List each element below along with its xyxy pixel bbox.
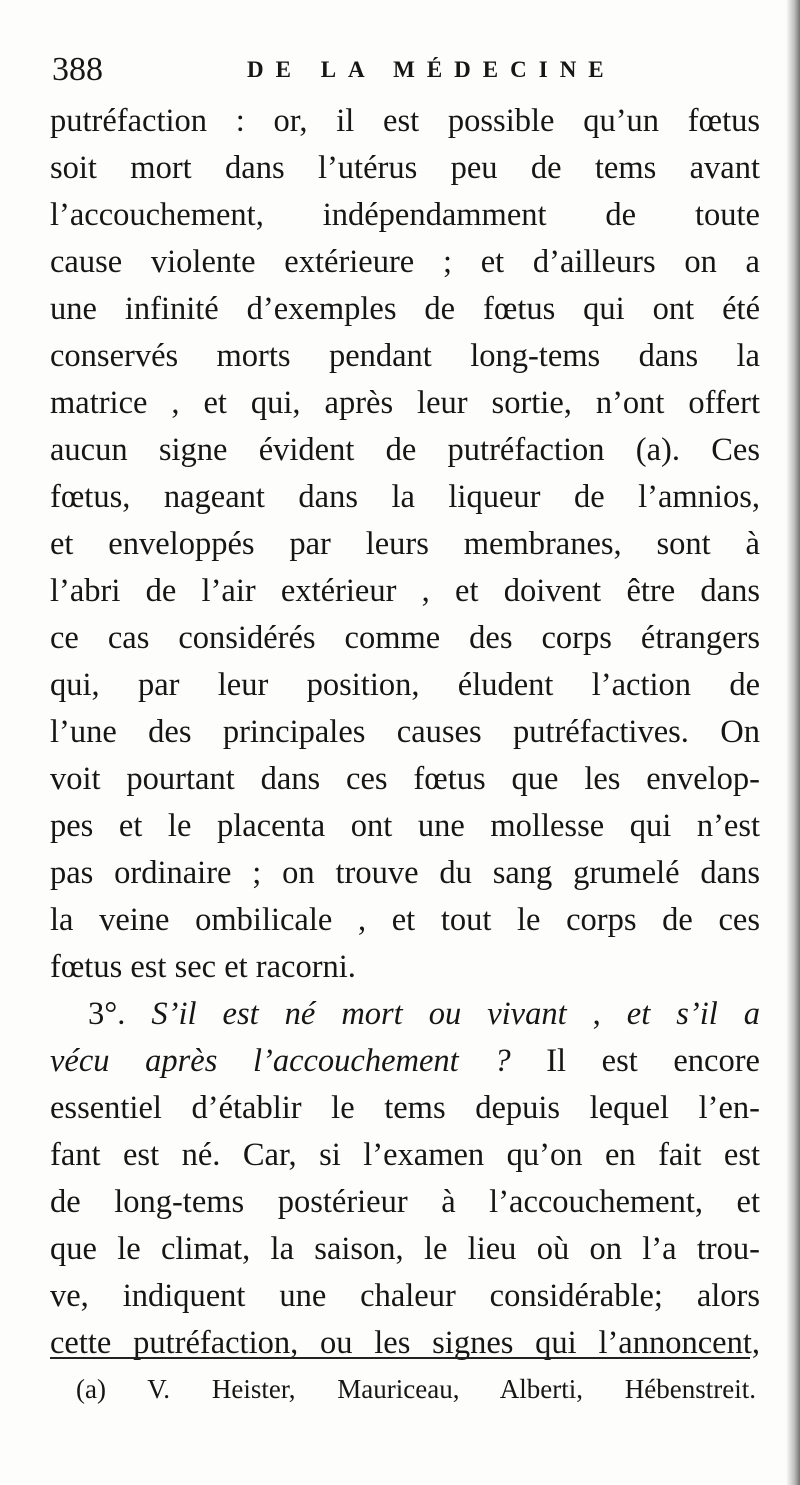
text-line: cause violente extérieure ; et d’ailleurs on a [50,244,760,280]
footnote: (a) V. Heister, Mauriceau, Alberti, Hébenstreit. [76,1374,756,1404]
text-line: fœtus, nageant dans la liqueur de l’amnios, [50,479,760,515]
section-number: 3°. [88,996,126,1032]
section-question-line-2 [50,1038,760,1085]
text-line: soit mort dans l’utérus peu de tems avant [50,150,760,186]
text-line: pas ordinaire ; on trouve du sang grumelé dans [50,855,760,891]
footnote-rule [50,1357,750,1359]
page-header [52,44,752,96]
text-line: fant est né. Car, si l’examen qu’on en fait est [50,1137,760,1173]
text-line: l’abri de l’air extérieur , et doivent être dans [50,573,760,609]
body-text [50,98,760,1367]
text-line: l’accouchement, indépendamment de toute [50,197,760,233]
running-head: DE LA MÉDECINE [247,57,616,82]
page-edge-shadow [786,0,800,1485]
text-line: que le climat, la saison, le lieu où on l’a trou- [50,1231,760,1267]
text-line: ce cas considérés comme des corps étrangers [50,620,760,656]
page-number: 388 [52,51,103,88]
text-line: conservés morts pendant long-tems dans la [50,338,760,374]
text-line: putréfaction : or, il est possible qu’un fœtus [50,103,760,139]
text-line: et enveloppés par leurs membranes, sont à [50,526,760,562]
section-question-part-1: S’il est né mort ou vivant [151,996,567,1032]
text-line: pes et le placenta ont une mollesse qui n’est [50,808,760,844]
text-line: ve, indiquent une chaleur considérable; alors [50,1278,760,1314]
text-line-paragraph-end: fœtus est sec et racorni. [50,949,356,985]
section-question-part-3: vécu après l’accouchement ? [50,1043,511,1079]
text-line: cette putréfaction, ou les signes qui l’annoncent, [50,1325,760,1361]
text-line: essentiel d’établir le tems depuis lequel l’en- [50,1090,760,1126]
text-line: aucun signe évident de putréfaction (a). Ces [50,432,760,468]
text-line: qui, par leur position, éludent l’action de [50,667,760,703]
text-line: l’une des principales causes putréfactives. On [50,714,760,750]
text-line: une infinité d’exemples de fœtus qui ont été [50,291,760,327]
text-line: de long-tems postérieur à l’accouchement, et [50,1184,760,1220]
section-question-part-2: et s’il a [626,996,760,1032]
section-separator: , [566,996,627,1032]
text-line: matrice , et qui, après leur sortie, n’ont offert [50,385,760,421]
section-heading-line [50,991,760,1038]
text-line: voit pourtant dans ces fœtus que les envelop- [50,761,760,797]
text-line: la veine ombilicale , et tout le corps de ces [50,902,760,938]
section-text-start: Il est encore [510,1043,760,1079]
